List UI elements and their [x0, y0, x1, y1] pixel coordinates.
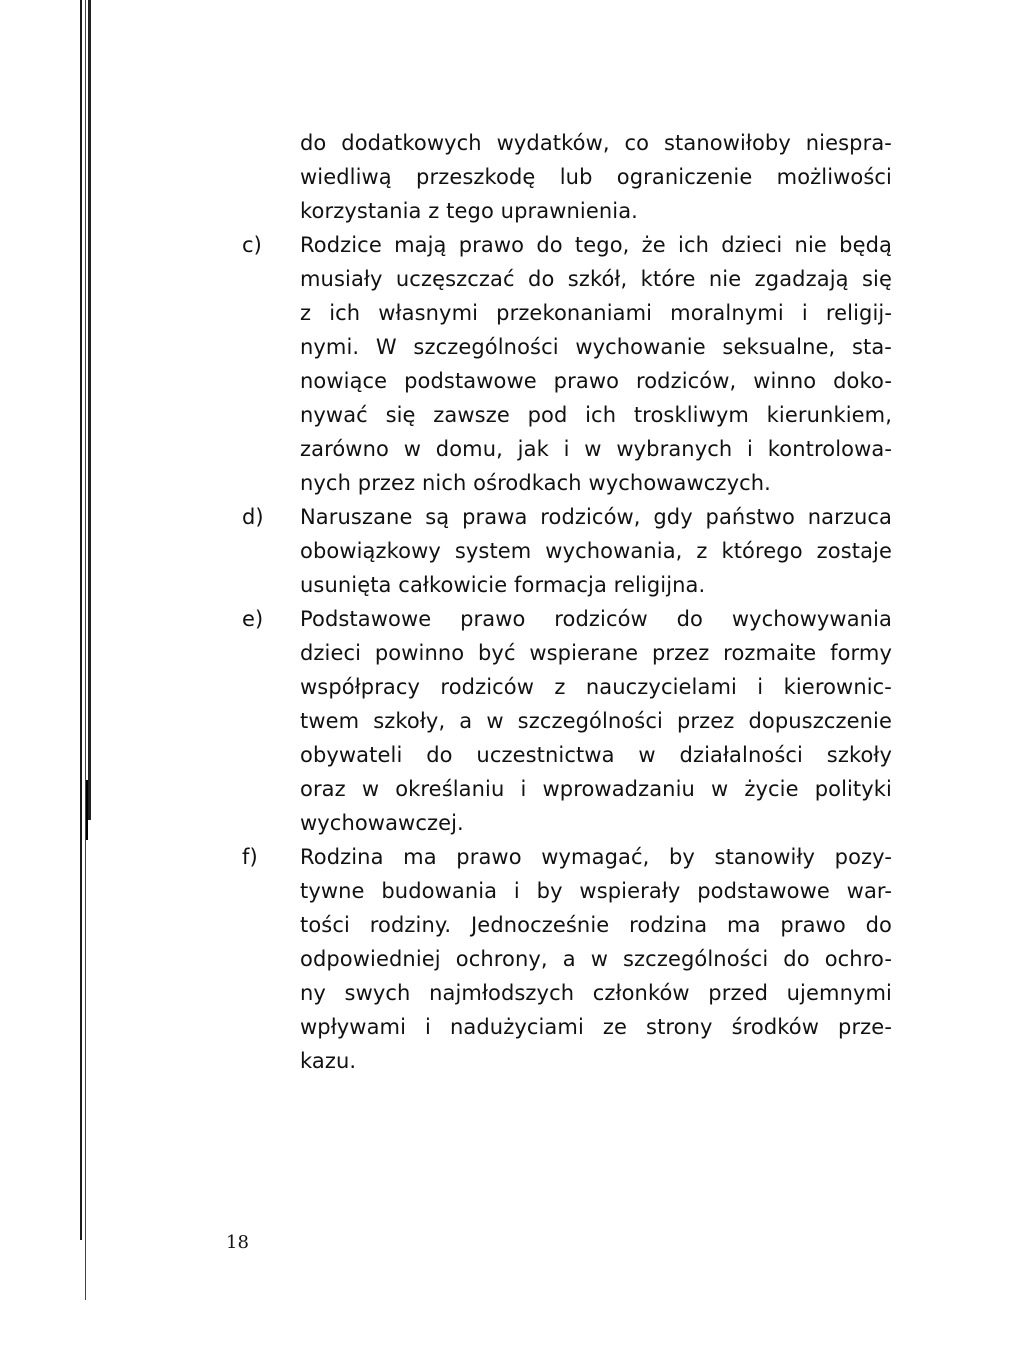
list-item-f — [242, 840, 892, 1078]
page-number: 18 — [226, 1232, 249, 1253]
scan-edge-line — [85, 0, 86, 1300]
text-line: Rodzice mają prawo do tego, że ich dzieci nie będą — [300, 233, 892, 257]
text-line: nowiące podstawowe prawo rodziców, winno doko- — [300, 369, 892, 393]
scan-edge-line — [88, 0, 91, 820]
text-line: oraz w określaniu i wprowadzaniu w życie polityki — [300, 777, 892, 801]
text-line: zarówno w domu, jak i w wybranych i kontrolowa- — [300, 437, 892, 461]
text-line: dzieci powinno być wspierane przez rozmaite formy — [300, 641, 892, 665]
text-line: nych przez nich ośrodkach wychowawczych. — [300, 471, 771, 495]
text-line: Rodzina ma prawo wymagać, by stanowiły pozy- — [300, 845, 892, 869]
list-marker: d) — [242, 505, 264, 529]
text-line: korzystania z tego uprawnienia. — [300, 199, 638, 223]
text-line: wpływami i nadużyciami ze strony środków prze- — [300, 1015, 892, 1039]
text-line: twem szkoły, a w szczególności przez dopuszczenie — [300, 709, 892, 733]
list-marker: f) — [242, 845, 258, 869]
scan-edge-line — [80, 0, 82, 1240]
scan-edge-line — [86, 780, 88, 840]
text-line: nywać się zawsze pod ich troskliwym kierunkiem, — [300, 403, 892, 427]
text-line: odpowiedniej ochrony, a w szczególności do ochro- — [300, 947, 892, 971]
text-line: ny swych najmłodszych członków przed ujemnymi — [300, 981, 892, 1005]
text-line: współpracy rodziców z nauczycielami i kierownic- — [300, 675, 892, 699]
text-line: do dodatkowych wydatków, co stanowiłoby niespra- — [300, 131, 892, 155]
list-item-e — [242, 602, 892, 840]
text-line: Podstawowe prawo rodziców do wychowywania — [300, 607, 892, 631]
list-marker: e) — [242, 607, 264, 631]
text-line: wiedliwą przeszkodę lub ograniczenie możliwości — [300, 165, 892, 189]
text-line: tywne budowania i by wspierały podstawowe war- — [300, 879, 892, 903]
text-line: kazu. — [300, 1049, 357, 1073]
text-line: z ich własnymi przekonaniami moralnymi i religij- — [300, 301, 892, 325]
text-line: nymi. W szczególności wychowanie seksualne, sta- — [300, 335, 892, 359]
text-line: Naruszane są prawa rodziców, gdy państwo narzuca — [300, 505, 892, 529]
list-item-c — [242, 228, 892, 500]
text-line: obowiązkowy system wychowania, z którego zostaje — [300, 539, 892, 563]
list-item-d — [242, 500, 892, 602]
text-line: wychowawczej. — [300, 811, 464, 835]
text-line: obywateli do uczestnictwa w działalności szkoły — [300, 743, 892, 767]
text-line: usunięta całkowicie formacja religijna. — [300, 573, 706, 597]
document-body — [242, 126, 892, 1078]
text-line: tości rodziny. Jednocześnie rodzina ma prawo do — [300, 913, 892, 937]
list-marker: c) — [242, 233, 262, 257]
text-line: musiały uczęszczać do szkół, które nie zgadzają się — [300, 267, 892, 291]
